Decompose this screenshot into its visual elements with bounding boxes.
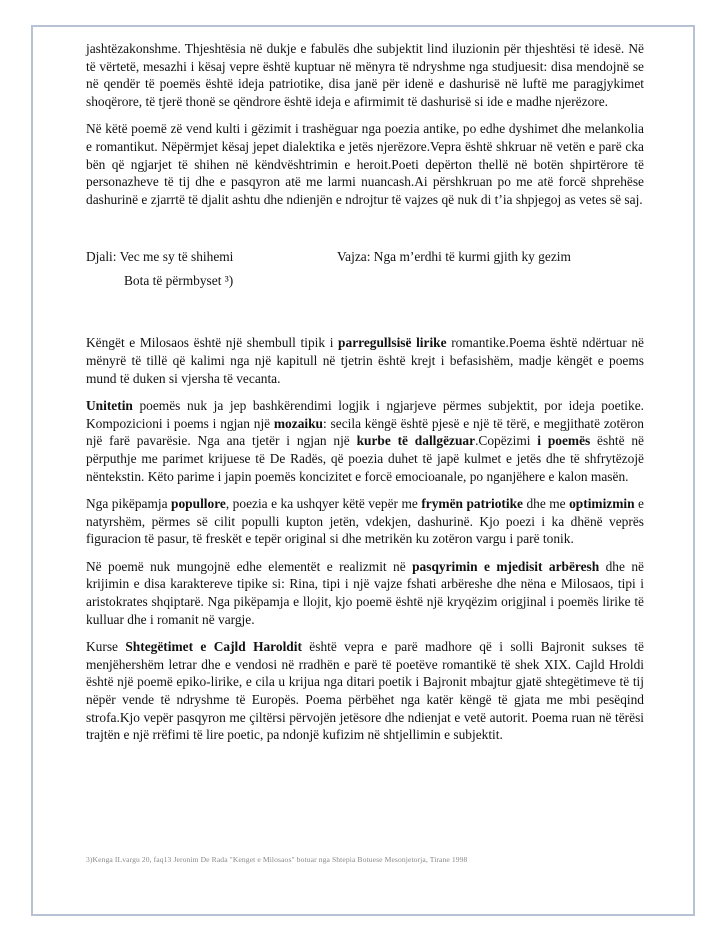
text-run: Kurse [86, 639, 126, 655]
poem-excerpt [86, 248, 644, 290]
bold-term: kurbe të dallgëzuar [356, 433, 476, 449]
document-body [86, 40, 644, 754]
text-run: Në poemë nuk mungojnë edhe elementët e realizmit në [86, 558, 413, 574]
text-run: : secila këngë është pjesë e një të tërë, e megjithatë zotëron një farë pavarësie. Nga ana tjetër i ngjan një [86, 415, 644, 449]
text-run: është vepra e parë madhore që i solli Bajronit sukses të menjëhershëm letrar dhe e vendosi në rradhën e parë të poetëve romantikë të shek XIX. Cajld Hroldi është një poemë epiko-lirike, e cila u krijua nga ditari poetik i Bajronit mbajtur gjatë shtegëtimeve të tij nëpër vende të ndryshme të Europës. Poema përbëhet nga katër këngë të gjata me mbi pesëqind strofa.Kjo vepër pasqyron me çiltërsi përvojën jetësore dhe ndienjat e vetë autorit. Poema ruan në tërësi trajtën e një rrëfimi të lire poetic, pa ndonjë kufizim në shtjellimin e subjektit. [86, 639, 645, 743]
text-run: jashtëzakonshme. Thjeshtësia në dukje e fabulës dhe subjektit lind iluzionin për thjeshtësi të idesë. Në të vërtetë, mesazhi i kësaj vepre është kuptuar në mënyra të ndryshme nga studjuesit: disa mendojnë se në qendër të poemës është ideja patriotike, disa janë për idenë e dashurisë në luftë me paragjykimet shoqërore, të tjerë thonë se qëndrore është ideja e afirmimit të dashurisë si ide e madhe njerëzore. [86, 41, 644, 109]
poem-indented-line: Bota të përmbyset ³) [124, 273, 234, 289]
text-run: Këngët e Milosaos është një shembull tipik i [86, 335, 339, 351]
bold-term: Unitetin [86, 398, 133, 414]
paragraphs-after-poem [86, 334, 644, 743]
spacer [86, 218, 644, 248]
text-run: dhe në krijimin e disa karaktereve tipike si: Rina, tipi i një vajze fshati arbëreshe dhe nëna e Milosaos, tipi i aristokrates shqiptarë. Nga pikëpamja e llojit, kjo poemë është një kryqëzim origjinal i poemës lirike të kulluar dhe i romanit në vargje. [86, 558, 644, 627]
bold-term: popullore [171, 496, 226, 512]
text-run: poemës nuk ja jep bashkërendimi logjik i ngjarjeve përmes subjektit, por ideja poetike. Kompozicioni i poems i ngjan një [86, 398, 644, 431]
bold-term: i poemës [537, 433, 591, 449]
bold-term: parregullsisë lirike [338, 335, 447, 351]
text-run: e natyrshëm, përmes së cilit populli kupton jetën, vdekjen, dashurinë. Kjo poezi i ka dhënë veprës figuracion të pasur, të freskët e tepër original si dhe metrikën ku zotëron vargu i parë tonik. [86, 496, 644, 547]
text-run: , poezia e ka ushqyer këtë vepër me [225, 496, 422, 512]
footnote: 3)Kenga ILvargu 20, faq13 Jeronim De Rada "Kenget e Milosaos" botuar nga Shtepia Botuese Mesonjetorja, Tirane 1998 [86, 855, 468, 864]
bold-term: frymën patriotike [421, 496, 523, 512]
text-run: Në këtë poemë zë vend kulti i gëzimit i trashëguar nga poezia antike, po edhe dyshimet dhe melankolia e romantikut. Nëpërmjet kësaj jepet dialektika e jetës njerëzore.Vepra është shkruar në vetën e parë cka bën që ngjarjet të shihen në këndvështrimin e heroit.Poeti depërton thellë në botën shpirtërore të personazheve të tij dhe e pasqyron atë me larmi nuancash.Ai përshkruan po me atë forcë shprehëse dashurinë e zjarrtë të djalit ashtu dhe ndienjën e ndrojtur të vajzes që nuk di t’ia shpjegoj as vetes së saj. [86, 121, 644, 207]
paragraph [86, 120, 644, 208]
text-run: Nga pikëpamja [86, 496, 172, 512]
paragraph [86, 334, 644, 387]
paragraphs-before-poem [86, 40, 644, 208]
text-run: .Copëzimi [475, 433, 538, 449]
bold-term: Shtegëtimet e Cajld Haroldit [125, 639, 302, 655]
text-run: romantike.Poema është ndërtuar në mënyrë të tillë që kalimi nga një kapitull në tjetrin është krejt i befasishëm, madje këngët e poems mund të duken si vjersha të vecanta. [86, 335, 644, 386]
paragraph [86, 558, 644, 628]
bold-term: optimizmin [569, 496, 635, 512]
text-run: dhe me [522, 496, 570, 512]
poem-boy-line: Djali: Vec me sy të shihemi [86, 249, 234, 265]
paragraph [86, 638, 644, 744]
poem-dialogue-line [86, 248, 644, 266]
paragraph [86, 40, 644, 110]
text-run: është në përputhje me parimet krijuese të De Radës, që poezia duhet të japë kulmet e jetës dhe të shfrytëzojë nëntekstin. Këto parime i japin poemës koncizitet e forcë emocioanale, po nganjëhere e kalon masën. [86, 433, 645, 484]
bold-term: mozaiku [273, 415, 324, 431]
paragraph [86, 495, 644, 548]
poem-girl-line: Vajza: Nga m’erdhi të kurmi gjith ky gezim [337, 249, 571, 265]
bold-term: pasqyrimin e mjedisit arbëresh [412, 558, 600, 574]
spacer [86, 290, 644, 334]
paragraph [86, 397, 644, 485]
